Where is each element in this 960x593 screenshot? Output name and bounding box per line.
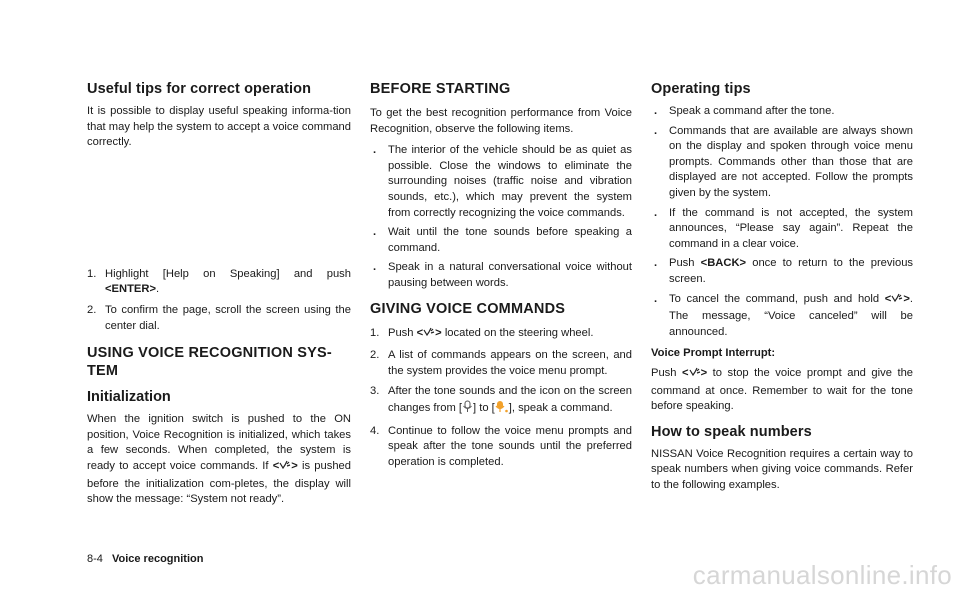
talk-switch-icon xyxy=(279,460,291,477)
list-item: . Commands that are available are always shown on the display and spoken through voice menu prompts. Commands other than those that are displayed are not accepted. Follow the prompts given by the system. xyxy=(654,124,913,199)
list-item: . Speak a command after the tone. xyxy=(654,105,835,117)
column-2 xyxy=(370,80,632,476)
talk-switch-icon xyxy=(891,293,903,310)
how-to-speak-numbers-heading: How to speak numbers xyxy=(651,423,812,440)
voice-prompt-interrupt-text: Push < > to stop the voice prompt and give the command at once. Remember to wait for the tone before speaking. xyxy=(651,366,914,413)
operating-tips-list xyxy=(651,104,913,340)
operating-tips-heading: Operating tips xyxy=(651,81,751,97)
list-item: . Speak in a natural conversational voice without pausing between words. xyxy=(373,261,632,289)
back-key-label: <BACK> xyxy=(700,257,747,270)
voice-prompt-interrupt-heading: Voice Prompt Interrupt: xyxy=(651,347,776,360)
voice-command-steps xyxy=(370,326,632,471)
page-footer xyxy=(87,553,203,565)
list-item: . Push <BACK> once to return to the previous screen. xyxy=(654,257,914,285)
voice-step-1: 1. Push < > located on the steering wheel. xyxy=(370,326,632,344)
initialization-heading: Initialization xyxy=(87,389,171,406)
list-item: . The interior of the vehicle should be as quiet as possible. Close the windows to eliminate the surrounding noises (traffic noise and vibration sounds, etc.), which may prevent the system from correctly recognizing the voice commands. xyxy=(373,144,632,219)
list-item: . If the command is not accepted, the system announces, “Please say again”. Repeat the command in a clear voice. xyxy=(654,206,913,250)
microphone-active-icon xyxy=(495,400,509,419)
help-steps xyxy=(87,267,351,334)
using-voice-recognition-heading: USING VOICE RECOGNITION SYS-TEM xyxy=(87,345,332,380)
before-starting-text: To get the best recognition performance from Voice Recognition, observe the following items. xyxy=(370,107,632,135)
enter-key-label: <ENTER> xyxy=(105,283,156,296)
voice-step-4: 4. Continue to follow the voice menu prompts and speak after the tone sounds until the preferred operation is completed. xyxy=(370,424,632,468)
giving-voice-commands-heading: GIVING VOICE COMMANDS xyxy=(370,300,566,317)
column-1 xyxy=(87,80,351,514)
list-item: . Wait until the tone sounds before speaking a command. xyxy=(373,226,632,254)
voice-step-2: 2. A list of commands appears on the screen, and the system provides the voice menu prompt. xyxy=(370,349,632,377)
initialization-text: When the ignition switch is pushed to the ON position, Voice Recognition is initialized, which takes a few seconds. When completed, the system is ready to accept voice commands. If < > is pushed before the initialization com-pletes, the display will show the message: “System not ready”. xyxy=(87,413,352,506)
talk-switch-icon xyxy=(689,367,701,384)
watermark: carmanualsonline.info xyxy=(692,560,952,590)
list-item: . To cancel the command, push and hold < >. The message, “Voice canceled” will be announced. xyxy=(654,292,913,338)
page-number: 8-4 xyxy=(87,553,103,565)
help-step-1: 1. Highlight [Help on Speaking] and push <ENTER>. xyxy=(87,267,351,296)
microphone-idle-icon xyxy=(462,400,473,419)
talk-switch-icon xyxy=(423,327,435,344)
before-starting-list xyxy=(370,143,632,291)
useful-tips-text: It is possible to display useful speaking informa-tion that may help the system to accept a voice command correctly. xyxy=(87,105,351,149)
section-title: Voice recognition xyxy=(111,553,204,565)
useful-tips-heading: Useful tips for correct operation xyxy=(87,81,312,97)
column-3 xyxy=(651,80,913,499)
help-step-2: 2. To confirm the page, scroll the screen using the center dial. xyxy=(87,303,351,332)
voice-step-3: 3. After the tone sounds and the icon on the screen changes from [ ] to [ ], speak a command. xyxy=(370,384,632,418)
before-starting-heading: BEFORE STARTING xyxy=(370,81,511,97)
how-to-speak-numbers-text: NISSAN Voice Recognition requires a certain way to speak numbers when giving voice commands. Refer to the following examples. xyxy=(651,447,913,491)
